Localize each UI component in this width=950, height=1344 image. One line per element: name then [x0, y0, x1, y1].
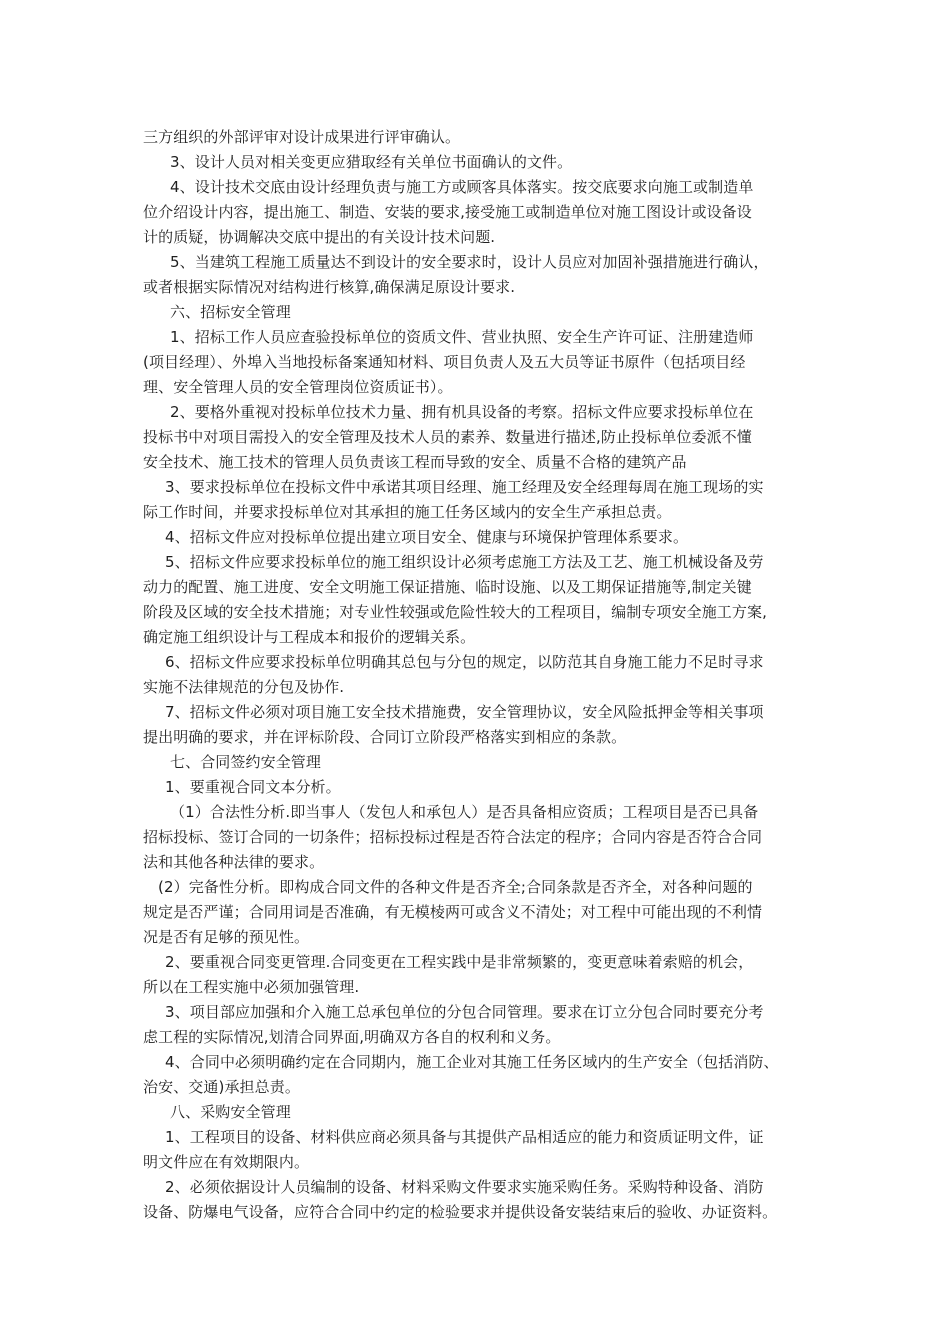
text-line: 三方组织的外部评审对设计成果进行评审确认。: [143, 128, 461, 146]
text-line: 3、设计人员对相关变更应猎取经有关单位书面确认的文件。: [170, 153, 573, 171]
text-line: 6、招标文件应要求投标单位明确其总包与分包的规定，以防范其自身施工能力不足时寻求: [165, 653, 764, 671]
text-line: 阶段及区域的安全技术措施；对专业性较强或危险性较大的工程项目，编制专项安全施工方案,: [143, 603, 767, 621]
text-line: 动力的配置、施工进度、安全文明施工保证措施、临时设施、以及工期保证措施等,制定关键: [143, 578, 752, 596]
text-line: 2、要重视合同变更管理.合同变更在工程实践中是非常频繁的，变更意味着索赔的机会，: [165, 953, 754, 971]
text-line: 理、安全管理人员的安全管理岗位资质证书）。: [143, 378, 453, 396]
text-line: 3、要求投标单位在投标文件中承诺其项目经理、施工经理及安全经理每周在施工现场的实: [165, 478, 764, 496]
text-line: 况是否有足够的预见性。: [143, 928, 310, 946]
section-heading: 七、合同签约安全管理: [170, 753, 322, 771]
text-line: (2）完备性分析。即构成合同文件的各种文件是否齐全;合同条款是否齐全，对各种问题的: [158, 878, 753, 896]
text-line: 治安、交通)承担总责。: [143, 1078, 300, 1096]
section-heading: 八、采购安全管理: [170, 1103, 291, 1121]
text-line: 7、招标文件必须对项目施工安全技术措施费，安全管理协议，安全风险抵押金等相关事项: [165, 703, 764, 721]
text-line: 4、设计技术交底由设计经理负责与施工方或顾客具体落实。按交底要求向施工或制造单: [170, 178, 754, 196]
text-line: (项目经理）、外埠入当地投标备案通知材料、项目负责人及五大员等证书原件（包括项目经: [143, 353, 746, 371]
text-line: 位介绍设计内容，提出施工、制造、安装的要求,接受施工或制造单位对施工图设计或设备设: [143, 203, 752, 221]
text-line: 2、必须依据设计人员编制的设备、材料采购文件要求实施采购任务。采购特种设备、消防: [165, 1178, 764, 1196]
text-line: 投标书中对项目需投入的安全管理及技术人员的素养、数量进行描述,防止投标单位委派不懂: [143, 428, 752, 446]
text-line: 安全技术、施工技术的管理人员负责该工程而导致的安全、质量不合格的建筑产品: [143, 453, 687, 471]
text-line: 实施不法律规范的分包及协作.: [143, 678, 345, 696]
text-line: 1、招标工作人员应查验投标单位的资质文件、营业执照、安全生产许可证、注册建造师: [170, 328, 754, 346]
text-line: 2、要格外重视对投标单位技术力量、拥有机具设备的考察。招标文件应要求投标单位在: [170, 403, 754, 421]
text-line: 招标投标、签订合同的一切条件；招标投标过程是否符合法定的程序；合同内容是否符合合同: [143, 828, 763, 846]
text-line: 3、项目部应加强和介入施工总承包单位的分包合同管理。要求在订立分包合同时要充分考: [165, 1003, 764, 1021]
text-line: 4、招标文件应对投标单位提出建立项目安全、健康与环境保护管理体系要求。: [165, 528, 689, 546]
text-line: 法和其他各种法律的要求。: [143, 853, 325, 871]
section-heading: 六、招标安全管理: [170, 303, 291, 321]
text-line: 1、工程项目的设备、材料供应商必须具备与其提供产品相适应的能力和资质证明文件，证: [165, 1128, 764, 1146]
text-line: （1）合法性分析.即当事人（发包人和承包人）是否具备相应资质；工程项目是否已具备: [170, 803, 759, 821]
text-line: 4、合同中必须明确约定在合同期内，施工企业对其施工任务区域内的生产安全（包括消防、: [165, 1053, 779, 1071]
text-line: 5、招标文件应要求投标单位的施工组织设计必须考虑施工方法及工艺、施工机械设备及劳: [165, 553, 764, 571]
text-line: 计的质疑，协调解决交底中提出的有关设计技术问题.: [143, 228, 496, 246]
text-line: 提出明确的要求，并在评标阶段、合同订立阶段严格落实到相应的条款。: [143, 728, 627, 746]
text-line: 设备、防爆电气设备，应符合合同中约定的检验要求并提供设备安装结束后的验收、办证资料。: [143, 1203, 778, 1221]
text-line: 虑工程的实际情况,划清合同界面,明确双方各自的权利和义务。: [143, 1028, 561, 1046]
text-line: 1、要重视合同文本分析。: [165, 778, 341, 796]
text-line: 明文件应在有效期限内。: [143, 1153, 310, 1171]
text-line: 规定是否严谨；合同用词是否准确，有无模棱两可或含义不清处；对工程中可能出现的不利情: [143, 903, 763, 921]
text-line: 或者根据实际情况对结构进行核算,确保满足原设计要求.: [143, 278, 516, 296]
text-line: 5、当建筑工程施工质量达不到设计的安全要求时，设计人员应对加固补强措施进行确认，: [170, 253, 769, 271]
text-line: 所以在工程实施中必须加强管理.: [143, 978, 360, 996]
text-line: 确定施工组织设计与工程成本和报价的逻辑关系。: [143, 628, 476, 646]
text-line: 际工作时间，并要求投标单位对其承担的施工任务区域内的安全生产承担总责。: [143, 503, 672, 521]
